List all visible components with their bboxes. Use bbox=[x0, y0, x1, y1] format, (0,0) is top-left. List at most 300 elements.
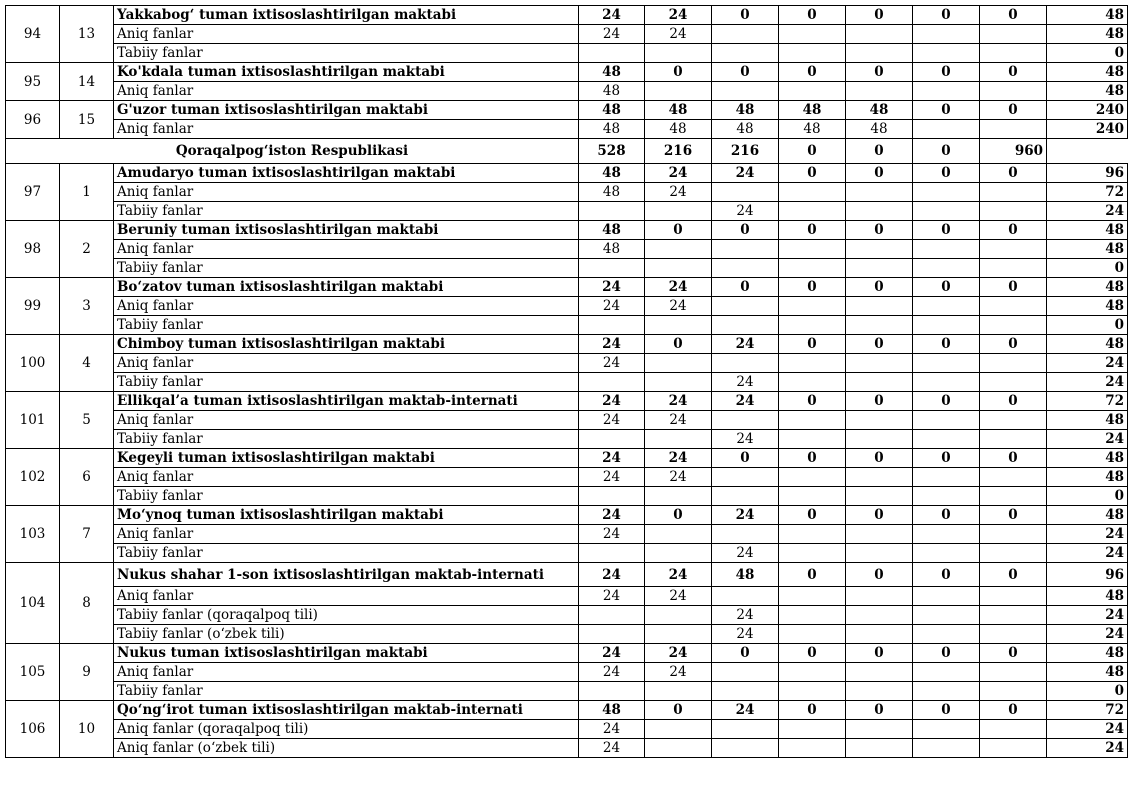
value-cell: 24 bbox=[645, 297, 712, 316]
value-cell bbox=[980, 25, 1047, 44]
value-cell bbox=[913, 525, 980, 544]
value-cell: 0 bbox=[913, 392, 980, 411]
total-cell: 24 bbox=[1047, 606, 1128, 625]
value-cell bbox=[980, 625, 1047, 644]
table-row bbox=[6, 6, 1128, 25]
value-cell bbox=[645, 625, 712, 644]
value-cell bbox=[645, 82, 712, 101]
value-cell: 24 bbox=[645, 25, 712, 44]
subject-name: Aniq fanlar bbox=[114, 120, 579, 139]
table-row bbox=[6, 202, 1128, 221]
value-cell bbox=[846, 183, 913, 202]
value-cell bbox=[913, 240, 980, 259]
table-row bbox=[6, 335, 1128, 354]
table-row bbox=[6, 739, 1128, 758]
row-number: 102 bbox=[6, 449, 60, 506]
total-cell: 24 bbox=[1047, 202, 1128, 221]
value-cell bbox=[846, 587, 913, 606]
value-cell: 24 bbox=[645, 644, 712, 663]
total-cell: 240 bbox=[1047, 120, 1128, 139]
table-row bbox=[6, 278, 1128, 297]
value-cell bbox=[779, 720, 846, 739]
value-cell bbox=[980, 82, 1047, 101]
value-cell bbox=[846, 720, 913, 739]
value-cell: 48 bbox=[579, 82, 645, 101]
sub-number: 1 bbox=[60, 164, 114, 221]
value-cell: 0 bbox=[980, 701, 1047, 720]
sub-number: 3 bbox=[60, 278, 114, 335]
value-cell bbox=[846, 544, 913, 563]
subject-name: Aniq fanlar bbox=[114, 525, 579, 544]
value-cell bbox=[846, 259, 913, 278]
value-cell: 0 bbox=[980, 164, 1047, 183]
value-cell: 24 bbox=[645, 411, 712, 430]
value-cell bbox=[913, 430, 980, 449]
table-row bbox=[6, 101, 1128, 120]
value-cell bbox=[645, 202, 712, 221]
value-cell: 0 bbox=[846, 278, 913, 297]
total-cell: 48 bbox=[1047, 506, 1128, 525]
row-number: 100 bbox=[6, 335, 60, 392]
value-cell: 0 bbox=[645, 221, 712, 240]
value-cell bbox=[846, 606, 913, 625]
value-cell: 24 bbox=[645, 183, 712, 202]
value-cell: 0 bbox=[846, 644, 913, 663]
value-cell bbox=[645, 44, 712, 63]
subject-name: Aniq fanlar (o‘zbek tili) bbox=[114, 739, 579, 758]
value-cell bbox=[579, 544, 645, 563]
value-cell bbox=[712, 663, 779, 682]
value-cell bbox=[913, 411, 980, 430]
value-cell bbox=[980, 430, 1047, 449]
value-cell: 0 bbox=[846, 701, 913, 720]
value-cell bbox=[779, 525, 846, 544]
total-cell: 72 bbox=[1047, 183, 1128, 202]
total-cell: 48 bbox=[1047, 663, 1128, 682]
value-cell bbox=[846, 739, 913, 758]
value-cell: 24 bbox=[579, 278, 645, 297]
table-row bbox=[6, 63, 1128, 82]
value-cell: 0 bbox=[779, 563, 846, 587]
value-cell: 0 bbox=[846, 506, 913, 525]
value-cell bbox=[846, 240, 913, 259]
subject-name: Aniq fanlar bbox=[114, 25, 579, 44]
value-cell bbox=[980, 183, 1047, 202]
total-cell: 96 bbox=[1047, 563, 1128, 587]
value-cell bbox=[913, 720, 980, 739]
value-cell: 0 bbox=[913, 278, 980, 297]
value-cell bbox=[779, 316, 846, 335]
subject-name: Aniq fanlar bbox=[114, 468, 579, 487]
table-row bbox=[6, 120, 1128, 139]
table-row bbox=[6, 606, 1128, 625]
value-cell bbox=[712, 240, 779, 259]
subject-name: Tabiiy fanlar bbox=[114, 44, 579, 63]
value-cell bbox=[779, 468, 846, 487]
value-cell: 24 bbox=[579, 663, 645, 682]
value-cell: 0 bbox=[913, 644, 980, 663]
total-cell: 24 bbox=[1047, 373, 1128, 392]
value-cell bbox=[779, 606, 846, 625]
subject-name: Tabiiy fanlar (o‘zbek tili) bbox=[114, 625, 579, 644]
value-cell: 0 bbox=[645, 63, 712, 82]
value-cell bbox=[913, 183, 980, 202]
value-cell bbox=[846, 25, 913, 44]
table-row bbox=[6, 682, 1128, 701]
table-row bbox=[6, 644, 1128, 663]
table-row bbox=[6, 587, 1128, 606]
table-row bbox=[6, 259, 1128, 278]
value-cell bbox=[980, 720, 1047, 739]
value-cell bbox=[980, 525, 1047, 544]
value-cell: 24 bbox=[645, 587, 712, 606]
sub-number: 8 bbox=[60, 563, 114, 644]
row-number: 99 bbox=[6, 278, 60, 335]
value-cell: 0 bbox=[846, 6, 913, 25]
value-cell bbox=[913, 297, 980, 316]
value-cell: 0 bbox=[645, 701, 712, 720]
subject-name: Aniq fanlar (qoraqalpoq tili) bbox=[114, 720, 579, 739]
value-cell: 24 bbox=[712, 606, 779, 625]
value-cell: 48 bbox=[712, 120, 779, 139]
value-cell bbox=[846, 82, 913, 101]
value-cell bbox=[846, 663, 913, 682]
total-cell: 0 bbox=[1047, 316, 1128, 335]
value-cell bbox=[779, 373, 846, 392]
table-row bbox=[6, 354, 1128, 373]
value-cell bbox=[913, 468, 980, 487]
value-cell bbox=[712, 411, 779, 430]
value-cell bbox=[712, 739, 779, 758]
school-name: Beruniy tuman ixtisoslashtirilgan maktabi bbox=[114, 221, 579, 240]
value-cell: 48 bbox=[779, 101, 846, 120]
value-cell: 0 bbox=[980, 221, 1047, 240]
sub-number: 5 bbox=[60, 392, 114, 449]
value-cell bbox=[846, 430, 913, 449]
value-cell bbox=[645, 682, 712, 701]
region-total-cell: 0 bbox=[779, 139, 846, 164]
value-cell bbox=[913, 739, 980, 758]
value-cell: 0 bbox=[980, 6, 1047, 25]
value-cell bbox=[712, 259, 779, 278]
sub-number: 15 bbox=[60, 101, 114, 139]
value-cell bbox=[846, 354, 913, 373]
total-cell: 48 bbox=[1047, 411, 1128, 430]
school-name: Mo‘ynoq tuman ixtisoslashtirilgan maktabi bbox=[114, 506, 579, 525]
value-cell bbox=[779, 183, 846, 202]
value-cell bbox=[980, 587, 1047, 606]
value-cell bbox=[779, 587, 846, 606]
total-cell: 24 bbox=[1047, 720, 1128, 739]
total-cell: 48 bbox=[1047, 82, 1128, 101]
value-cell bbox=[913, 682, 980, 701]
region-title: Qoraqalpog‘iston Respublikasi bbox=[6, 139, 579, 164]
value-cell bbox=[846, 468, 913, 487]
sub-number: 10 bbox=[60, 701, 114, 758]
value-cell bbox=[846, 525, 913, 544]
value-cell: 48 bbox=[846, 120, 913, 139]
value-cell bbox=[779, 411, 846, 430]
value-cell bbox=[846, 411, 913, 430]
total-cell: 72 bbox=[1047, 392, 1128, 411]
value-cell: 24 bbox=[579, 739, 645, 758]
value-cell bbox=[712, 183, 779, 202]
school-name: Nukus shahar 1-son ixtisoslashtirilgan maktab-internati bbox=[114, 563, 579, 587]
value-cell: 24 bbox=[579, 25, 645, 44]
value-cell bbox=[980, 354, 1047, 373]
table-row bbox=[6, 544, 1128, 563]
total-cell: 24 bbox=[1047, 544, 1128, 563]
value-cell: 24 bbox=[712, 392, 779, 411]
value-cell bbox=[980, 202, 1047, 221]
value-cell: 0 bbox=[913, 449, 980, 468]
value-cell: 48 bbox=[579, 183, 645, 202]
value-cell: 0 bbox=[846, 563, 913, 587]
table-row bbox=[6, 701, 1128, 720]
value-cell bbox=[913, 202, 980, 221]
region-total-cell: 0 bbox=[913, 139, 980, 164]
table-row bbox=[6, 625, 1128, 644]
value-cell bbox=[913, 82, 980, 101]
value-cell bbox=[779, 202, 846, 221]
value-cell bbox=[913, 587, 980, 606]
table-row bbox=[6, 183, 1128, 202]
value-cell: 0 bbox=[712, 278, 779, 297]
total-cell: 48 bbox=[1047, 468, 1128, 487]
table-row bbox=[6, 297, 1128, 316]
value-cell bbox=[980, 663, 1047, 682]
sub-number: 6 bbox=[60, 449, 114, 506]
subject-name: Aniq fanlar bbox=[114, 587, 579, 606]
value-cell bbox=[980, 468, 1047, 487]
value-cell: 24 bbox=[579, 335, 645, 354]
value-cell bbox=[846, 373, 913, 392]
value-cell: 24 bbox=[579, 644, 645, 663]
value-cell: 0 bbox=[779, 164, 846, 183]
subject-name: Tabiiy fanlar bbox=[114, 202, 579, 221]
value-cell bbox=[980, 739, 1047, 758]
row-number: 95 bbox=[6, 63, 60, 101]
value-cell: 0 bbox=[779, 278, 846, 297]
school-name: Kegeyli tuman ixtisoslashtirilgan maktabi bbox=[114, 449, 579, 468]
total-cell: 0 bbox=[1047, 487, 1128, 506]
value-cell: 0 bbox=[913, 164, 980, 183]
value-cell: 24 bbox=[579, 411, 645, 430]
value-cell bbox=[579, 625, 645, 644]
sub-number: 7 bbox=[60, 506, 114, 563]
value-cell: 24 bbox=[645, 6, 712, 25]
value-cell: 0 bbox=[913, 101, 980, 120]
total-cell: 24 bbox=[1047, 625, 1128, 644]
value-cell bbox=[712, 316, 779, 335]
value-cell bbox=[579, 44, 645, 63]
total-cell: 0 bbox=[1047, 259, 1128, 278]
value-cell: 0 bbox=[779, 63, 846, 82]
row-number: 106 bbox=[6, 701, 60, 758]
total-cell: 48 bbox=[1047, 449, 1128, 468]
value-cell: 0 bbox=[980, 644, 1047, 663]
value-cell: 0 bbox=[712, 221, 779, 240]
value-cell bbox=[779, 44, 846, 63]
value-cell: 0 bbox=[645, 506, 712, 525]
value-cell: 24 bbox=[579, 563, 645, 587]
total-cell: 24 bbox=[1047, 525, 1128, 544]
value-cell: 0 bbox=[645, 335, 712, 354]
value-cell: 48 bbox=[579, 701, 645, 720]
total-cell: 24 bbox=[1047, 430, 1128, 449]
value-cell: 24 bbox=[712, 506, 779, 525]
value-cell: 0 bbox=[846, 63, 913, 82]
value-cell bbox=[779, 625, 846, 644]
table-row bbox=[6, 82, 1128, 101]
value-cell: 0 bbox=[980, 335, 1047, 354]
value-cell bbox=[579, 373, 645, 392]
sub-number: 14 bbox=[60, 63, 114, 101]
sub-number: 4 bbox=[60, 335, 114, 392]
table-row bbox=[6, 392, 1128, 411]
value-cell bbox=[913, 354, 980, 373]
value-cell: 0 bbox=[712, 644, 779, 663]
value-cell bbox=[712, 354, 779, 373]
value-cell: 24 bbox=[645, 278, 712, 297]
region-total-cell: 528 bbox=[579, 139, 645, 164]
school-name: Yakkabog‘ tuman ixtisoslashtirilgan maktabi bbox=[114, 6, 579, 25]
subject-name: Tabiiy fanlar bbox=[114, 487, 579, 506]
value-cell bbox=[913, 120, 980, 139]
row-number: 103 bbox=[6, 506, 60, 563]
row-number: 104 bbox=[6, 563, 60, 644]
total-cell: 48 bbox=[1047, 25, 1128, 44]
value-cell: 24 bbox=[645, 392, 712, 411]
value-cell: 0 bbox=[779, 449, 846, 468]
value-cell bbox=[846, 316, 913, 335]
sub-number: 2 bbox=[60, 221, 114, 278]
table-row bbox=[6, 487, 1128, 506]
region-total-cell: 216 bbox=[712, 139, 779, 164]
subject-name: Tabiiy fanlar bbox=[114, 544, 579, 563]
value-cell bbox=[779, 430, 846, 449]
value-cell: 24 bbox=[712, 544, 779, 563]
subject-name: Aniq fanlar bbox=[114, 297, 579, 316]
value-cell: 48 bbox=[712, 563, 779, 587]
value-cell bbox=[980, 373, 1047, 392]
value-cell bbox=[980, 120, 1047, 139]
subject-name: Tabiiy fanlar bbox=[114, 259, 579, 278]
school-name: G'uzor tuman ixtisoslashtirilgan maktabi bbox=[114, 101, 579, 120]
value-cell: 0 bbox=[913, 335, 980, 354]
value-cell bbox=[645, 720, 712, 739]
value-cell: 24 bbox=[579, 6, 645, 25]
region-total-cell: 216 bbox=[645, 139, 712, 164]
value-cell: 0 bbox=[980, 563, 1047, 587]
subject-name: Tabiiy fanlar bbox=[114, 316, 579, 335]
value-cell bbox=[779, 259, 846, 278]
value-cell: 0 bbox=[846, 164, 913, 183]
value-cell bbox=[712, 682, 779, 701]
subject-name: Tabiiy fanlar bbox=[114, 373, 579, 392]
table-row bbox=[6, 430, 1128, 449]
value-cell bbox=[579, 682, 645, 701]
value-cell bbox=[645, 430, 712, 449]
value-cell: 0 bbox=[913, 506, 980, 525]
value-cell bbox=[779, 240, 846, 259]
table-row bbox=[6, 506, 1128, 525]
row-number: 101 bbox=[6, 392, 60, 449]
school-name: Nukus tuman ixtisoslashtirilgan maktabi bbox=[114, 644, 579, 663]
value-cell bbox=[779, 487, 846, 506]
value-cell bbox=[712, 468, 779, 487]
value-cell: 24 bbox=[579, 525, 645, 544]
value-cell bbox=[579, 202, 645, 221]
value-cell bbox=[779, 82, 846, 101]
value-cell: 24 bbox=[645, 449, 712, 468]
total-cell: 24 bbox=[1047, 739, 1128, 758]
total-cell: 48 bbox=[1047, 240, 1128, 259]
value-cell: 0 bbox=[779, 221, 846, 240]
table-row bbox=[6, 563, 1128, 587]
value-cell: 48 bbox=[579, 120, 645, 139]
row-number: 98 bbox=[6, 221, 60, 278]
value-cell bbox=[913, 44, 980, 63]
value-cell bbox=[579, 606, 645, 625]
value-cell bbox=[712, 297, 779, 316]
value-cell bbox=[712, 720, 779, 739]
value-cell bbox=[645, 739, 712, 758]
school-name: Bo‘zatov tuman ixtisoslashtirilgan maktabi bbox=[114, 278, 579, 297]
value-cell bbox=[913, 316, 980, 335]
value-cell: 0 bbox=[846, 335, 913, 354]
subject-name: Aniq fanlar bbox=[114, 411, 579, 430]
value-cell bbox=[846, 625, 913, 644]
school-name: Chimboy tuman ixtisoslashtirilgan maktabi bbox=[114, 335, 579, 354]
value-cell: 48 bbox=[579, 63, 645, 82]
subject-name: Tabiiy fanlar bbox=[114, 682, 579, 701]
value-cell bbox=[712, 25, 779, 44]
value-cell bbox=[712, 587, 779, 606]
sub-number: 13 bbox=[60, 6, 114, 63]
school-name: Ko'kdala tuman ixtisoslashtirilgan maktabi bbox=[114, 63, 579, 82]
value-cell bbox=[846, 44, 913, 63]
total-cell: 48 bbox=[1047, 644, 1128, 663]
value-cell: 0 bbox=[846, 221, 913, 240]
total-cell: 48 bbox=[1047, 335, 1128, 354]
value-cell: 24 bbox=[579, 587, 645, 606]
value-cell: 0 bbox=[779, 392, 846, 411]
value-cell: 0 bbox=[913, 6, 980, 25]
value-cell bbox=[980, 487, 1047, 506]
value-cell bbox=[645, 316, 712, 335]
total-cell: 48 bbox=[1047, 63, 1128, 82]
value-cell: 0 bbox=[779, 335, 846, 354]
value-cell: 24 bbox=[579, 354, 645, 373]
value-cell bbox=[712, 487, 779, 506]
value-cell: 48 bbox=[579, 240, 645, 259]
school-name: Ellikqal’a tuman ixtisoslashtirilgan maktab-internati bbox=[114, 392, 579, 411]
table-row bbox=[6, 525, 1128, 544]
value-cell: 24 bbox=[645, 563, 712, 587]
value-cell bbox=[846, 297, 913, 316]
subject-name: Aniq fanlar bbox=[114, 354, 579, 373]
value-cell bbox=[913, 625, 980, 644]
value-cell bbox=[913, 663, 980, 682]
value-cell: 0 bbox=[913, 221, 980, 240]
value-cell bbox=[980, 44, 1047, 63]
value-cell bbox=[913, 259, 980, 278]
value-cell bbox=[846, 682, 913, 701]
value-cell bbox=[579, 316, 645, 335]
value-cell: 48 bbox=[579, 221, 645, 240]
table-body bbox=[6, 6, 1128, 758]
